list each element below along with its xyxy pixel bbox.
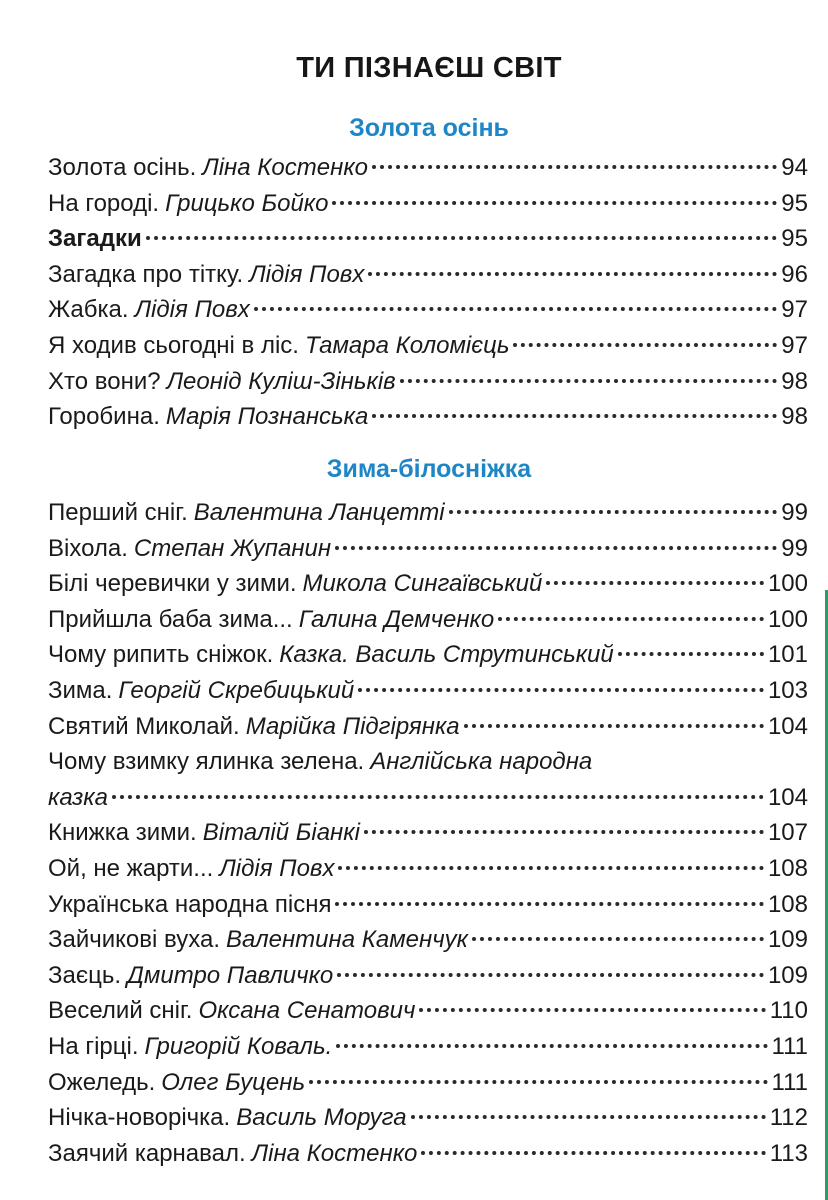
- entry-title: На городі.: [48, 189, 160, 217]
- toc-entry[interactable]: [48, 495, 808, 531]
- entry-page-number: 95: [781, 225, 808, 253]
- entry-page-number: 109: [767, 961, 808, 989]
- toc-entry[interactable]: [48, 602, 808, 638]
- toc-entry-continuation[interactable]: [48, 780, 808, 816]
- toc-entry[interactable]: [48, 399, 808, 435]
- toc-entry[interactable]: [48, 887, 808, 923]
- dot-leader: [464, 724, 764, 728]
- entry-title: Віхола.: [48, 534, 128, 562]
- entry-title: Загадки: [48, 225, 142, 253]
- dot-leader: [364, 830, 764, 834]
- entry-author: Степан Жупанин: [133, 534, 332, 562]
- entry-page-number: 99: [781, 534, 808, 562]
- entry-title: Ой, не жарти...: [48, 854, 214, 882]
- dot-leader: [254, 307, 778, 311]
- entry-author: Оксана Сенатович: [198, 997, 416, 1025]
- dot-leader: [337, 973, 764, 977]
- dot-leader: [332, 201, 777, 205]
- entry-author: Казка. Василь Струтинський: [279, 641, 614, 669]
- dot-leader: [309, 1080, 767, 1084]
- toc-entry[interactable]: [48, 257, 808, 293]
- entry-page-number: 104: [767, 712, 808, 740]
- entry-author: Грицько Бойко: [165, 189, 329, 217]
- entry-page-number: 95: [781, 189, 808, 217]
- toc-entry[interactable]: [48, 566, 808, 602]
- toc-entry[interactable]: [48, 709, 808, 745]
- entry-page-number: 111: [771, 1032, 808, 1060]
- toc-entry[interactable]: [48, 1100, 808, 1136]
- entry-page-number: 103: [767, 676, 808, 704]
- dot-leader: [498, 617, 764, 621]
- toc-list-winter: [48, 495, 808, 1171]
- entry-title: Горобина.: [48, 403, 160, 431]
- dot-leader: [372, 414, 777, 418]
- entry-page-number: 97: [781, 331, 808, 359]
- dot-leader: [338, 866, 764, 870]
- entry-page-number: 112: [769, 1104, 808, 1132]
- entry-author: Валентина Каменчук: [226, 926, 468, 954]
- toc-entry[interactable]: [48, 186, 808, 222]
- entry-title: Жабка.: [48, 296, 129, 324]
- toc-entry[interactable]: [48, 328, 808, 364]
- entry-title: Чому рипить сніжок.: [48, 641, 274, 669]
- entry-title: Чому взимку ялинка зелена.: [48, 748, 365, 776]
- toc-entry[interactable]: [48, 637, 808, 673]
- dot-leader: [546, 581, 764, 585]
- dot-leader: [336, 1044, 767, 1048]
- entry-page-number: 104: [767, 783, 808, 811]
- entry-page-number: 99: [781, 499, 808, 526]
- entry-page-number: 107: [767, 819, 808, 847]
- dot-leader: [411, 1115, 766, 1119]
- toc-list-autumn: [48, 150, 808, 435]
- entry-title: Загадка про тітку.: [48, 260, 244, 288]
- dot-leader: [358, 688, 764, 692]
- entry-title: Книжка зими.: [48, 819, 197, 847]
- entry-author: Василь Моруга: [236, 1104, 407, 1132]
- entry-author: Галина Демченко: [298, 605, 495, 633]
- entry-title: Перший сніг.: [48, 499, 188, 526]
- entry-title: Українська народна пісня: [48, 890, 332, 918]
- entry-author: Англійська народна: [370, 748, 593, 776]
- dot-leader: [335, 546, 777, 550]
- entry-title: Прийшла баба зима...: [48, 605, 293, 633]
- entry-title: Зима.: [48, 676, 113, 704]
- toc-entry[interactable]: [48, 922, 808, 958]
- entry-author-continued: казка: [48, 783, 108, 811]
- entry-author: Лідія Повх: [134, 296, 250, 324]
- dot-leader: [146, 236, 778, 240]
- entry-page-number: 101: [767, 641, 808, 669]
- toc-entry[interactable]: [48, 851, 808, 887]
- dot-leader: [449, 510, 778, 514]
- dot-leader: [618, 652, 764, 656]
- entry-page-number: 111: [771, 1068, 808, 1096]
- entry-page-number: 98: [781, 403, 808, 431]
- entry-page-number: 113: [769, 1139, 808, 1167]
- entry-page-number: 94: [781, 154, 808, 181]
- entry-author: Марія Познанська: [165, 403, 369, 431]
- entry-title: Святий Миколай.: [48, 712, 240, 740]
- entry-title: Заєць.: [48, 961, 122, 989]
- entry-title: Заячий карнавал.: [48, 1139, 246, 1167]
- entry-title: Хто вони?: [48, 367, 161, 395]
- toc-entry[interactable]: [48, 364, 808, 400]
- entry-title: Зайчикові вуха.: [48, 926, 220, 954]
- dot-leader: [335, 902, 764, 906]
- entry-page-number: 97: [781, 296, 808, 324]
- dot-leader: [112, 795, 764, 799]
- toc-entry[interactable]: [48, 221, 808, 257]
- entry-author: Тамара Коломієць: [304, 331, 510, 359]
- entry-author: Георгій Скребицький: [118, 676, 355, 704]
- entry-title: Веселий сніг.: [48, 997, 193, 1025]
- toc-entry[interactable]: [48, 1029, 808, 1065]
- toc-entry[interactable]: [48, 958, 808, 994]
- entry-author: Ліна Костенко: [251, 1139, 418, 1167]
- entry-author: Леонід Куліш-Зіньків: [166, 367, 396, 395]
- entry-author: Валентина Ланцетті: [193, 499, 445, 526]
- dot-leader: [472, 937, 764, 941]
- dot-leader: [419, 1008, 765, 1012]
- entry-author: Марійка Підгірянка: [245, 712, 460, 740]
- toc-entry[interactable]: [48, 673, 808, 709]
- toc-entry[interactable]: [48, 815, 808, 851]
- entry-author: Дмитро Павличко: [127, 961, 334, 989]
- entry-title: Нічка-новорічка.: [48, 1104, 231, 1132]
- toc-entry[interactable]: [48, 531, 808, 567]
- entry-title: Білі черевички у зими.: [48, 570, 297, 598]
- entry-page-number: 108: [767, 854, 808, 882]
- entry-author: Віталій Біанкі: [202, 819, 360, 847]
- entry-author: Микола Сингаївський: [302, 570, 543, 598]
- entry-title: Золота осінь.: [48, 154, 197, 181]
- entry-author: Лідія Повх: [219, 854, 335, 882]
- dot-leader: [421, 1151, 765, 1155]
- section-title-winter: Зима-білосніжка: [326, 455, 532, 483]
- page-title: ТИ ПІЗНАЄШ СВІТ: [296, 52, 562, 84]
- entry-author: Ліна Костенко: [202, 154, 368, 181]
- entry-page-number: 108: [767, 890, 808, 918]
- toc-entry[interactable]: [48, 744, 808, 780]
- entry-page-number: 98: [781, 367, 808, 395]
- entry-page-number: 100: [767, 605, 808, 633]
- dot-leader: [513, 343, 777, 347]
- toc-entry[interactable]: [48, 150, 808, 186]
- entry-author: Лідія Повх: [249, 260, 365, 288]
- entry-author: Григорій Коваль.: [144, 1032, 333, 1060]
- entry-title: Ожеледь.: [48, 1068, 156, 1096]
- toc-entry[interactable]: [48, 1065, 808, 1101]
- entry-title: Я ходив сьогодні в ліс.: [48, 331, 299, 359]
- entry-title: На гірці.: [48, 1032, 139, 1060]
- toc-entry[interactable]: [48, 1136, 808, 1172]
- entry-author: Олег Буцень: [161, 1068, 306, 1096]
- entry-page-number: 96: [781, 260, 808, 288]
- section-title-autumn: Золота осінь: [349, 114, 509, 142]
- entry-page-number: 100: [767, 570, 808, 598]
- dot-leader: [372, 165, 777, 169]
- entry-page-number: 110: [769, 997, 808, 1025]
- entry-page-number: 109: [767, 926, 808, 954]
- dot-leader: [368, 272, 777, 276]
- dot-leader: [400, 379, 778, 383]
- toc-entry[interactable]: [48, 292, 808, 328]
- toc-entry[interactable]: [48, 993, 808, 1029]
